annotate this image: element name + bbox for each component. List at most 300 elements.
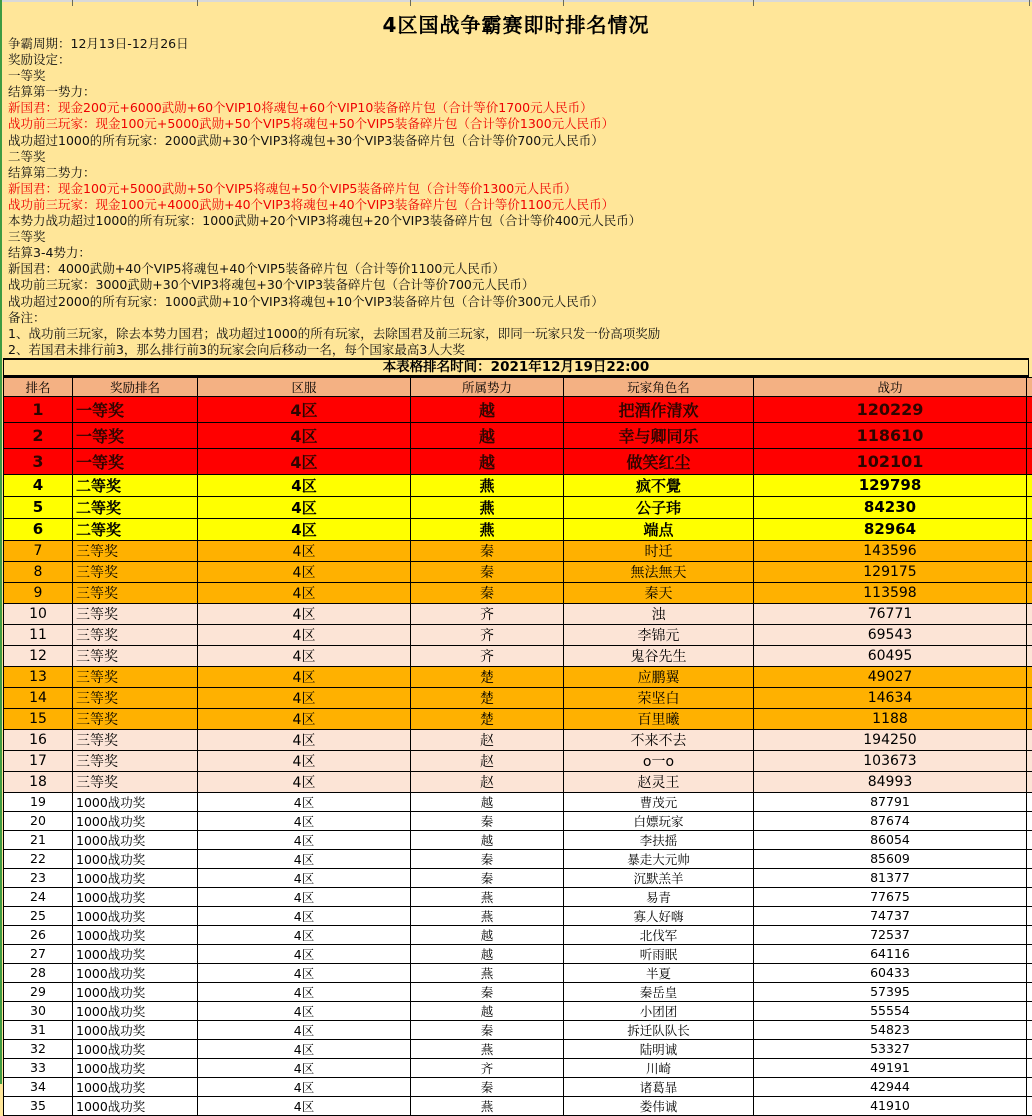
merit-cell[interactable]: 54823 xyxy=(754,1020,1027,1039)
table-row xyxy=(4,771,1032,792)
sheet-top-edge xyxy=(0,0,1032,2)
player-cell[interactable]: 暴走大元帅 xyxy=(564,849,754,868)
merit-cell[interactable]: 49027 xyxy=(754,666,1027,687)
merit-cell[interactable]: 69543 xyxy=(754,624,1027,645)
faction-cell[interactable]: 燕 xyxy=(411,887,564,906)
player-cell[interactable]: 小团团 xyxy=(564,1001,754,1020)
faction-cell[interactable]: 越 xyxy=(411,396,564,422)
prize-cell[interactable]: 三等奖 xyxy=(73,750,198,771)
clipped-column-sliver xyxy=(1027,645,1032,666)
prize-cell[interactable]: 1000战功奖 xyxy=(73,944,198,963)
server-cell[interactable]: 4区 xyxy=(198,1039,411,1058)
prize-cell[interactable]: 1000战功奖 xyxy=(73,1096,198,1115)
player-cell[interactable]: 無法無天 xyxy=(564,561,754,582)
server-cell[interactable]: 4区 xyxy=(198,561,411,582)
rule-line: 新国君：现金100元+5000武勋+50个VIP5将魂包+50个VIP5装备碎片包（合计等价1300元人民币） xyxy=(8,181,1032,197)
rank-cell[interactable]: 4 xyxy=(4,474,73,496)
table-row xyxy=(4,750,1032,771)
rule-line: 1、战功前三玩家，除去本势力国君；战功超过1000的所有玩家，去除国君及前三玩家，即同一玩家只发一份高项奖励 xyxy=(8,326,1032,342)
merit-cell[interactable]: 129175 xyxy=(754,561,1027,582)
rule-line: 备注： xyxy=(8,310,1032,326)
clipped-column-sliver xyxy=(1027,708,1032,729)
rule-line: 三等奖 xyxy=(8,229,1032,245)
rule-line: 结算3-4势力： xyxy=(8,245,1032,261)
player-cell[interactable]: 曹茂元 xyxy=(564,792,754,811)
rule-line: 奖励设定： xyxy=(8,52,1032,68)
table-row xyxy=(4,1058,1032,1077)
server-cell[interactable]: 4区 xyxy=(198,496,411,518)
player-cell[interactable]: 时迁 xyxy=(564,540,754,561)
server-cell[interactable]: 4区 xyxy=(198,582,411,603)
prize-cell[interactable]: 1000战功奖 xyxy=(73,1020,198,1039)
rank-cell[interactable]: 33 xyxy=(4,1058,73,1077)
rule-line: 一等奖 xyxy=(8,68,1032,84)
player-cell[interactable]: 幸与卿同乐 xyxy=(564,422,754,448)
prize-cell[interactable]: 1000战功奖 xyxy=(73,1058,198,1077)
rank-cell[interactable]: 13 xyxy=(4,666,73,687)
prize-cell[interactable]: 1000战功奖 xyxy=(73,849,198,868)
server-cell[interactable]: 4区 xyxy=(198,887,411,906)
merit-cell[interactable]: 42944 xyxy=(754,1077,1027,1096)
merit-cell[interactable]: 194250 xyxy=(754,729,1027,750)
merit-cell[interactable]: 76771 xyxy=(754,603,1027,624)
prize-cell[interactable]: 1000战功奖 xyxy=(73,1001,198,1020)
rank-cell[interactable]: 30 xyxy=(4,1001,73,1020)
rule-line: 本势力战功超过1000的所有玩家：1000武勋+20个VIP3将魂包+20个VIP3装备碎片包（合计等价400元人民币） xyxy=(8,213,1032,229)
merit-cell[interactable]: 129798 xyxy=(754,474,1027,496)
column-header[interactable]: 区服 xyxy=(198,377,411,396)
rule-line: 新国君：4000武勋+40个VIP5将魂包+40个VIP5装备碎片包（合计等价1100元人民币） xyxy=(8,261,1032,277)
faction-cell[interactable]: 楚 xyxy=(411,708,564,729)
clipped-column-sliver xyxy=(1027,1058,1032,1077)
clipped-column-sliver xyxy=(1027,849,1032,868)
faction-cell[interactable]: 燕 xyxy=(411,474,564,496)
faction-cell[interactable]: 越 xyxy=(411,944,564,963)
player-cell[interactable]: 赵灵王 xyxy=(564,771,754,792)
clipped-column-sliver xyxy=(1027,792,1032,811)
rank-cell[interactable]: 26 xyxy=(4,925,73,944)
prize-cell[interactable]: 一等奖 xyxy=(73,396,198,422)
server-cell[interactable]: 4区 xyxy=(198,830,411,849)
clipped-column-sliver xyxy=(1027,518,1032,540)
clipped-column-sliver xyxy=(1027,582,1032,603)
gridline-tick xyxy=(563,0,564,6)
rank-cell[interactable]: 29 xyxy=(4,982,73,1001)
prize-cell[interactable]: 二等奖 xyxy=(73,474,198,496)
faction-cell[interactable]: 燕 xyxy=(411,1096,564,1115)
player-cell[interactable]: 川崎 xyxy=(564,1058,754,1077)
merit-cell[interactable]: 82964 xyxy=(754,518,1027,540)
gridline-tick xyxy=(72,0,73,6)
table-row xyxy=(4,868,1032,887)
player-cell[interactable]: 陆明诚 xyxy=(564,1039,754,1058)
table-row xyxy=(4,1096,1032,1115)
prize-cell[interactable]: 二等奖 xyxy=(73,496,198,518)
rank-cell[interactable]: 14 xyxy=(4,687,73,708)
table-row xyxy=(4,729,1032,750)
rule-line: 结算第一势力： xyxy=(8,84,1032,100)
prize-cell[interactable]: 三等奖 xyxy=(73,729,198,750)
faction-cell[interactable]: 燕 xyxy=(411,906,564,925)
prize-cell[interactable]: 1000战功奖 xyxy=(73,1039,198,1058)
rank-cell[interactable]: 12 xyxy=(4,645,73,666)
rank-cell[interactable]: 8 xyxy=(4,561,73,582)
server-cell[interactable]: 4区 xyxy=(198,792,411,811)
server-cell[interactable]: 4区 xyxy=(198,396,411,422)
rule-line: 战功前三玩家：现金100元+5000武勋+50个VIP5将魂包+50个VIP5装备碎片包（合计等价1300元人民币） xyxy=(8,116,1032,132)
rule-line: 争霸周期：12月13日-12月26日 xyxy=(8,36,1032,52)
table-row xyxy=(4,1077,1032,1096)
faction-cell[interactable]: 楚 xyxy=(411,687,564,708)
table-row xyxy=(4,666,1032,687)
clipped-column-sliver xyxy=(1027,1039,1032,1058)
player-cell[interactable]: 寡人好嗨 xyxy=(564,906,754,925)
player-cell[interactable]: 浊 xyxy=(564,603,754,624)
merit-cell[interactable]: 103673 xyxy=(754,750,1027,771)
player-cell[interactable]: 诸葛暃 xyxy=(564,1077,754,1096)
table-row xyxy=(4,982,1032,1001)
faction-cell[interactable]: 燕 xyxy=(411,963,564,982)
player-cell[interactable]: 端点 xyxy=(564,518,754,540)
rule-line: 新国君：现金200元+6000武勋+60个VIP10将魂包+60个VIP10装备碎片包（合计等价1700元人民币） xyxy=(8,100,1032,116)
clipped-column-sliver xyxy=(1027,925,1032,944)
rank-cell[interactable]: 16 xyxy=(4,729,73,750)
table-row xyxy=(4,448,1032,474)
rank-cell[interactable]: 34 xyxy=(4,1077,73,1096)
ranking-table xyxy=(3,377,1032,1116)
table-row xyxy=(4,540,1032,561)
rank-cell[interactable]: 9 xyxy=(4,582,73,603)
rule-line: 结算第二势力： xyxy=(8,165,1032,181)
merit-cell[interactable]: 84993 xyxy=(754,771,1027,792)
faction-cell[interactable]: 秦 xyxy=(411,582,564,603)
merit-cell[interactable]: 49191 xyxy=(754,1058,1027,1077)
prize-rules-block xyxy=(8,36,1032,358)
server-cell[interactable]: 4区 xyxy=(198,540,411,561)
faction-cell[interactable]: 越 xyxy=(411,422,564,448)
clipped-column-sliver xyxy=(1027,666,1032,687)
faction-cell[interactable]: 秦 xyxy=(411,811,564,830)
table-row xyxy=(4,708,1032,729)
server-cell[interactable]: 4区 xyxy=(198,771,411,792)
rank-cell[interactable]: 24 xyxy=(4,887,73,906)
clipped-column-sliver xyxy=(1027,561,1032,582)
table-row xyxy=(4,518,1032,540)
player-cell[interactable]: 北伐军 xyxy=(564,925,754,944)
merit-cell[interactable]: 81377 xyxy=(754,868,1027,887)
prize-cell[interactable]: 一等奖 xyxy=(73,422,198,448)
merit-cell[interactable]: 57395 xyxy=(754,982,1027,1001)
faction-cell[interactable]: 齐 xyxy=(411,624,564,645)
faction-cell[interactable]: 燕 xyxy=(411,1039,564,1058)
table-row xyxy=(4,792,1032,811)
gridline-tick xyxy=(753,0,754,6)
server-cell[interactable]: 4区 xyxy=(198,1058,411,1077)
faction-cell[interactable]: 越 xyxy=(411,830,564,849)
faction-cell[interactable]: 越 xyxy=(411,1001,564,1020)
clipped-column-sliver xyxy=(1027,963,1032,982)
faction-cell[interactable]: 越 xyxy=(411,448,564,474)
rank-cell[interactable]: 32 xyxy=(4,1039,73,1058)
server-cell[interactable]: 4区 xyxy=(198,666,411,687)
faction-cell[interactable]: 秦 xyxy=(411,1077,564,1096)
table-row xyxy=(4,1020,1032,1039)
prize-cell[interactable]: 1000战功奖 xyxy=(73,925,198,944)
player-cell[interactable]: 沉默羔羊 xyxy=(564,868,754,887)
player-cell[interactable]: 半夏 xyxy=(564,963,754,982)
column-header[interactable]: 奖励排名 xyxy=(73,377,198,396)
prize-cell[interactable]: 三等奖 xyxy=(73,687,198,708)
faction-cell[interactable]: 燕 xyxy=(411,518,564,540)
merit-cell[interactable]: 14634 xyxy=(754,687,1027,708)
faction-cell[interactable]: 秦 xyxy=(411,849,564,868)
faction-cell[interactable]: 赵 xyxy=(411,771,564,792)
clipped-column-sliver xyxy=(1027,887,1032,906)
prize-cell[interactable]: 1000战功奖 xyxy=(73,792,198,811)
rank-cell[interactable]: 18 xyxy=(4,771,73,792)
rank-cell[interactable]: 1 xyxy=(4,396,73,422)
clipped-column-sliver xyxy=(1027,1020,1032,1039)
player-cell[interactable]: 易青 xyxy=(564,887,754,906)
clipped-column-sliver xyxy=(1027,729,1032,750)
merit-cell[interactable]: 41910 xyxy=(754,1096,1027,1115)
merit-cell[interactable]: 113598 xyxy=(754,582,1027,603)
table-row xyxy=(4,925,1032,944)
rule-line: 战功超过1000的所有玩家：2000武勋+30个VIP3将魂包+30个VIP3装备碎片包（合计等价700元人民币） xyxy=(8,133,1032,149)
faction-cell[interactable]: 秦 xyxy=(411,1020,564,1039)
rank-cell[interactable]: 3 xyxy=(4,448,73,474)
clipped-column-sliver xyxy=(1027,1001,1032,1020)
server-cell[interactable]: 4区 xyxy=(198,963,411,982)
player-cell[interactable]: 秦天 xyxy=(564,582,754,603)
faction-cell[interactable]: 齐 xyxy=(411,603,564,624)
player-cell[interactable]: 李锦元 xyxy=(564,624,754,645)
player-cell[interactable]: 拆迁队队长 xyxy=(564,1020,754,1039)
player-cell[interactable]: 应鹏翼 xyxy=(564,666,754,687)
server-cell[interactable]: 4区 xyxy=(198,474,411,496)
player-cell[interactable]: 李扶摇 xyxy=(564,830,754,849)
merit-cell[interactable]: 60433 xyxy=(754,963,1027,982)
merit-cell[interactable]: 118610 xyxy=(754,422,1027,448)
faction-cell[interactable]: 秦 xyxy=(411,540,564,561)
prize-cell[interactable]: 1000战功奖 xyxy=(73,982,198,1001)
ranking-time-banner xyxy=(3,358,1029,377)
rank-cell[interactable]: 22 xyxy=(4,849,73,868)
player-cell[interactable]: 荣坚白 xyxy=(564,687,754,708)
table-row xyxy=(4,1039,1032,1058)
rule-line: 2、若国君未排行前3，那么排行前3的玩家会向后移动一名，每个国家最高3人大奖 xyxy=(8,342,1032,358)
rank-cell[interactable]: 23 xyxy=(4,868,73,887)
prize-cell[interactable]: 1000战功奖 xyxy=(73,906,198,925)
merit-cell[interactable]: 74737 xyxy=(754,906,1027,925)
faction-cell[interactable]: 秦 xyxy=(411,982,564,1001)
server-cell[interactable]: 4区 xyxy=(198,906,411,925)
server-cell[interactable]: 4区 xyxy=(198,944,411,963)
clipped-column-sliver xyxy=(1027,1077,1032,1096)
server-cell[interactable]: 4区 xyxy=(198,645,411,666)
server-cell[interactable]: 4区 xyxy=(198,624,411,645)
faction-cell[interactable]: 燕 xyxy=(411,496,564,518)
server-cell[interactable]: 4区 xyxy=(198,708,411,729)
server-cell[interactable]: 4区 xyxy=(198,849,411,868)
rank-cell[interactable]: 35 xyxy=(4,1096,73,1115)
rank-cell[interactable]: 17 xyxy=(4,750,73,771)
merit-cell[interactable]: 53327 xyxy=(754,1039,1027,1058)
clipped-column-sliver xyxy=(1027,603,1032,624)
prize-cell[interactable]: 1000战功奖 xyxy=(73,868,198,887)
ranking-time-text: 本表格排名时间：2021年12月19日22:00 xyxy=(383,359,650,375)
clipped-column-sliver xyxy=(1027,906,1032,925)
prize-cell[interactable]: 二等奖 xyxy=(73,518,198,540)
table-row xyxy=(4,1001,1032,1020)
player-cell[interactable]: 娄伟诚 xyxy=(564,1096,754,1115)
clipped-column-sliver xyxy=(1027,982,1032,1001)
table-row xyxy=(4,624,1032,645)
server-cell[interactable]: 4区 xyxy=(198,868,411,887)
rank-cell[interactable]: 2 xyxy=(4,422,73,448)
gridline-tick xyxy=(197,0,198,6)
column-header[interactable]: 战功 xyxy=(754,377,1027,396)
rank-cell[interactable]: 5 xyxy=(4,496,73,518)
faction-cell[interactable]: 越 xyxy=(411,792,564,811)
server-cell[interactable]: 4区 xyxy=(198,603,411,624)
faction-cell[interactable]: 秦 xyxy=(411,561,564,582)
prize-cell[interactable]: 三等奖 xyxy=(73,582,198,603)
server-cell[interactable]: 4区 xyxy=(198,982,411,1001)
player-cell[interactable]: 百里曦 xyxy=(564,708,754,729)
table-row xyxy=(4,887,1032,906)
prize-cell[interactable]: 1000战功奖 xyxy=(73,887,198,906)
merit-cell[interactable]: 120229 xyxy=(754,396,1027,422)
player-cell[interactable]: 鬼谷先生 xyxy=(564,645,754,666)
player-cell[interactable]: 把酒作清欢 xyxy=(564,396,754,422)
clipped-column-sliver xyxy=(1027,377,1032,396)
clipped-column-sliver xyxy=(1027,687,1032,708)
rank-cell[interactable]: 28 xyxy=(4,963,73,982)
merit-cell[interactable]: 102101 xyxy=(754,448,1027,474)
server-cell[interactable]: 4区 xyxy=(198,422,411,448)
column-header[interactable]: 所属势力 xyxy=(411,377,564,396)
prize-cell[interactable]: 三等奖 xyxy=(73,624,198,645)
merit-cell[interactable]: 64116 xyxy=(754,944,1027,963)
prize-cell[interactable]: 1000战功奖 xyxy=(73,811,198,830)
table-row xyxy=(4,582,1032,603)
column-header[interactable]: 排名 xyxy=(4,377,73,396)
player-cell[interactable]: 不来不去 xyxy=(564,729,754,750)
table-row xyxy=(4,687,1032,708)
page-title: 4区国战争霸赛即时排名情况 xyxy=(0,0,1032,36)
server-cell[interactable]: 4区 xyxy=(198,687,411,708)
player-cell[interactable]: 做笑红尘 xyxy=(564,448,754,474)
gridline-tick xyxy=(410,0,411,6)
prize-cell[interactable]: 1000战功奖 xyxy=(73,830,198,849)
server-cell[interactable]: 4区 xyxy=(198,750,411,771)
faction-cell[interactable]: 越 xyxy=(411,925,564,944)
merit-cell[interactable]: 85609 xyxy=(754,849,1027,868)
player-cell[interactable]: o一o xyxy=(564,750,754,771)
merit-cell[interactable]: 87674 xyxy=(754,811,1027,830)
prize-cell[interactable]: 三等奖 xyxy=(73,666,198,687)
player-cell[interactable]: 听雨眠 xyxy=(564,944,754,963)
table-row xyxy=(4,396,1032,422)
rank-cell[interactable]: 25 xyxy=(4,906,73,925)
clipped-column-sliver xyxy=(1027,811,1032,830)
column-header[interactable]: 玩家角色名 xyxy=(564,377,754,396)
faction-cell[interactable]: 齐 xyxy=(411,1058,564,1077)
rank-cell[interactable]: 6 xyxy=(4,518,73,540)
rank-cell[interactable]: 10 xyxy=(4,603,73,624)
merit-cell[interactable]: 143596 xyxy=(754,540,1027,561)
server-cell[interactable]: 4区 xyxy=(198,729,411,750)
table-row xyxy=(4,496,1032,518)
rank-cell[interactable]: 27 xyxy=(4,944,73,963)
prize-cell[interactable]: 三等奖 xyxy=(73,645,198,666)
player-cell[interactable]: 疯不覺 xyxy=(564,474,754,496)
rank-cell[interactable]: 31 xyxy=(4,1020,73,1039)
merit-cell[interactable]: 55554 xyxy=(754,1001,1027,1020)
rule-line: 二等奖 xyxy=(8,149,1032,165)
prize-cell[interactable]: 三等奖 xyxy=(73,771,198,792)
faction-cell[interactable]: 齐 xyxy=(411,645,564,666)
prize-cell[interactable]: 1000战功奖 xyxy=(73,963,198,982)
rank-cell[interactable]: 15 xyxy=(4,708,73,729)
merit-cell[interactable]: 72537 xyxy=(754,925,1027,944)
clipped-column-sliver xyxy=(1027,624,1032,645)
prize-cell[interactable]: 三等奖 xyxy=(73,561,198,582)
server-cell[interactable]: 4区 xyxy=(198,925,411,944)
server-cell[interactable]: 4区 xyxy=(198,448,411,474)
player-cell[interactable]: 白嫖玩家 xyxy=(564,811,754,830)
clipped-column-sliver xyxy=(1027,448,1032,474)
merit-cell[interactable]: 60495 xyxy=(754,645,1027,666)
merit-cell[interactable]: 84230 xyxy=(754,496,1027,518)
rank-cell[interactable]: 19 xyxy=(4,792,73,811)
faction-cell[interactable]: 赵 xyxy=(411,729,564,750)
player-cell[interactable]: 公子玮 xyxy=(564,496,754,518)
prize-cell[interactable]: 三等奖 xyxy=(73,603,198,624)
clipped-column-sliver xyxy=(1027,396,1032,422)
rank-cell[interactable]: 11 xyxy=(4,624,73,645)
prize-cell[interactable]: 一等奖 xyxy=(73,448,198,474)
gridline-tick xyxy=(1029,0,1030,6)
clipped-column-sliver xyxy=(1027,771,1032,792)
rank-cell[interactable]: 20 xyxy=(4,811,73,830)
rank-cell[interactable]: 21 xyxy=(4,830,73,849)
table-row xyxy=(4,944,1032,963)
merit-cell[interactable]: 86054 xyxy=(754,830,1027,849)
prize-cell[interactable]: 三等奖 xyxy=(73,540,198,561)
rule-line: 战功前三玩家：现金100元+4000武勋+40个VIP3将魂包+40个VIP3装备碎片包（合计等价1100元人民币） xyxy=(8,197,1032,213)
player-cell[interactable]: 秦岳皇 xyxy=(564,982,754,1001)
merit-cell[interactable]: 87791 xyxy=(754,792,1027,811)
server-cell[interactable]: 4区 xyxy=(198,1096,411,1115)
server-cell[interactable]: 4区 xyxy=(198,1077,411,1096)
faction-cell[interactable]: 秦 xyxy=(411,868,564,887)
server-cell[interactable]: 4区 xyxy=(198,1020,411,1039)
server-cell[interactable]: 4区 xyxy=(198,811,411,830)
server-cell[interactable]: 4区 xyxy=(198,1001,411,1020)
faction-cell[interactable]: 赵 xyxy=(411,750,564,771)
faction-cell[interactable]: 楚 xyxy=(411,666,564,687)
rank-cell[interactable]: 7 xyxy=(4,540,73,561)
prize-cell[interactable]: 1000战功奖 xyxy=(73,1077,198,1096)
merit-cell[interactable]: 77675 xyxy=(754,887,1027,906)
prize-cell[interactable]: 三等奖 xyxy=(73,708,198,729)
server-cell[interactable]: 4区 xyxy=(198,518,411,540)
table-header-row xyxy=(4,377,1032,396)
merit-cell[interactable]: 1188 xyxy=(754,708,1027,729)
sheet-left-edge-line xyxy=(0,0,2,1084)
